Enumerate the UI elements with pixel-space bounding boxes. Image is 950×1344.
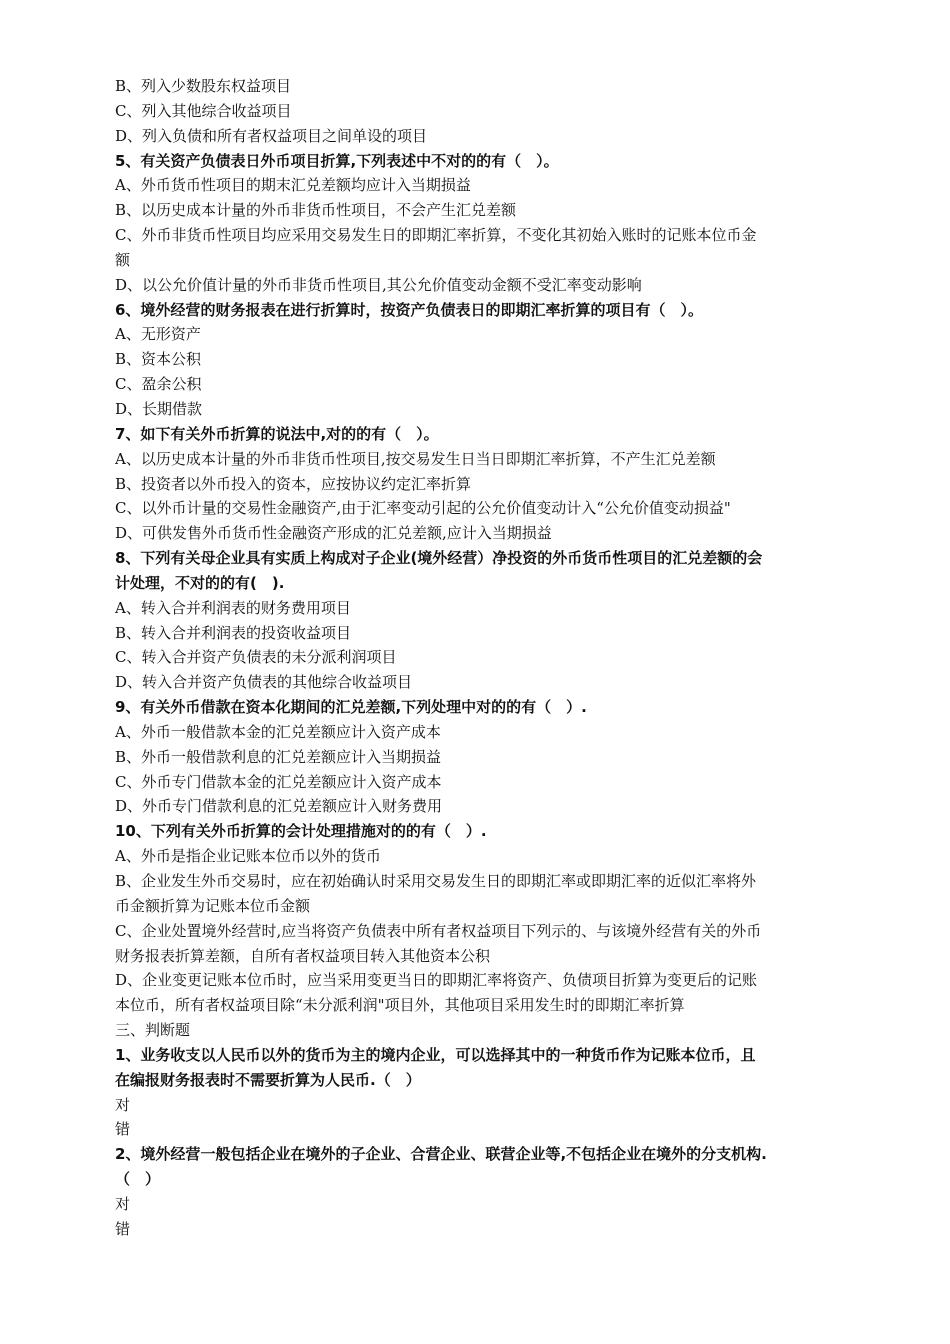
question-line: 计处理，不对的的有( ). <box>115 573 285 592</box>
option-line: C、转入合并资产负债表的未分派利润项目 <box>115 648 397 667</box>
question-line: （ ） <box>115 1170 161 1189</box>
question-line: 8、下列有关母企业具有实质上构成对子企业(境外经营）净投资的外币货币性项目的汇兑差额的会 <box>115 549 763 568</box>
option-line: C、盈余公积 <box>115 375 202 394</box>
question-line: 在编报财务报表时不需要折算为人民币.（ ） <box>115 1070 421 1089</box>
option-line: 对 <box>115 1095 131 1114</box>
section-heading: 三、判断题 <box>115 1021 191 1040</box>
option-line: B、企业发生外币交易时，应在初始确认时采用交易发生日的即期汇率或即期汇率的近似汇率将外 <box>115 872 757 890</box>
option-line: C、外币专门借款本金的汇兑差额应计入资产成本 <box>115 772 442 791</box>
option-line: A、无形资产 <box>115 325 201 344</box>
option-line: D、可供发售外币货币性金融资产形成的汇兑差额,应计入当期损益 <box>115 524 552 543</box>
option-line: C、以外币计量的交易性金融资产,由于汇率变动引起的公允价值变动计入“公允价值变动损益" <box>115 499 731 518</box>
option-line: D、以公允价值计量的外币非货币性项目,其公允价值变动金额不受汇率变动影响 <box>115 275 642 294</box>
option-line: C、企业处置境外经营时,应当将资产负债表中所有者权益项目下列示的、与该境外经营有关的外币 <box>115 921 762 940</box>
option-line: 币金额折算为记账本位币金额 <box>115 896 311 915</box>
question-line: 9、有关外币借款在资本化期间的汇兑差额,下列处理中对的的有（ ）. <box>115 698 587 717</box>
option-line: B、外币一般借款利息的汇兑差额应计入当期损益 <box>115 747 442 766</box>
question-line: 6、境外经营的财务报表在进行折算时，按资产负债表日的即期汇率折算的项目有（ ）。 <box>115 300 703 319</box>
question-line: 5、有关资产负债表日外币项目折算,下列表述中不对的的有（ ）。 <box>115 151 559 170</box>
option-line: A、外币货币性项目的期末汇兑差额均应计入当期损益 <box>115 176 471 195</box>
option-line: B、投资者以外币投入的资本，应按协议约定汇率折算 <box>115 474 472 493</box>
option-line: B、以历史成本计量的外币非货币性项目，不会产生汇兑差额 <box>115 201 517 220</box>
question-line: 1、业务收支以人民币以外的货币为主的境内企业，可以选择其中的一种货币作为记账本位币，且 <box>115 1045 756 1064</box>
question-line: 7、如下有关外币折算的说法中,对的的有（ ）。 <box>115 424 439 443</box>
document-page <box>115 74 840 1242</box>
option-line: 错 <box>115 1120 131 1139</box>
option-line: A、以历史成本计量的外币非货币性项目,按交易发生日当日即期汇率折算，不产生汇兑差额 <box>115 449 716 468</box>
option-line: D、列入负债和所有者权益项目之间单设的项目 <box>115 126 428 145</box>
option-line: B、资本公积 <box>115 350 202 369</box>
option-line: D、外币专门借款利息的汇兑差额应计入财务费用 <box>115 797 443 816</box>
option-line: A、外币一般借款本金的汇兑差额应计入资产成本 <box>115 722 441 741</box>
question-line: 10、下列有关外币折算的会计处理措施对的的有（ ）. <box>115 822 487 841</box>
option-line: 额 <box>115 250 131 269</box>
option-line: 错 <box>115 1219 131 1238</box>
option-line: D、企业变更记账本位币时，应当采用变更当日的即期汇率将资产、负债项目折算为变更后的记账 <box>115 971 758 990</box>
option-line: 对 <box>115 1194 131 1213</box>
question-line: 2、境外经营一般包括企业在境外的子企业、合营企业、联营企业等,不包括企业在境外的分支机构. <box>115 1145 767 1164</box>
option-line: C、外币非货币性项目均应采用交易发生日的即期汇率折算，不变化其初始入账时的记账本位币金 <box>115 226 757 245</box>
option-line: A、转入合并利润表的财务费用项目 <box>115 598 351 617</box>
option-line: C、列入其他综合收益项目 <box>115 101 292 120</box>
option-line: 本位币，所有者权益项目除“未分派利润"项目外，其他项目采用发生时的即期汇率折算 <box>115 996 685 1015</box>
option-line: 财务报表折算差额，自所有者权益项目转入其他资本公积 <box>115 946 491 965</box>
option-line: B、转入合并利润表的投资收益项目 <box>115 623 352 642</box>
option-line: D、转入合并资产负债表的其他综合收益项目 <box>115 673 413 692</box>
option-line: D、长期借款 <box>115 399 203 418</box>
option-line: A、外币是指企业记账本位币以外的货币 <box>115 847 381 866</box>
option-line: B、列入少数股东权益项目 <box>115 77 292 95</box>
